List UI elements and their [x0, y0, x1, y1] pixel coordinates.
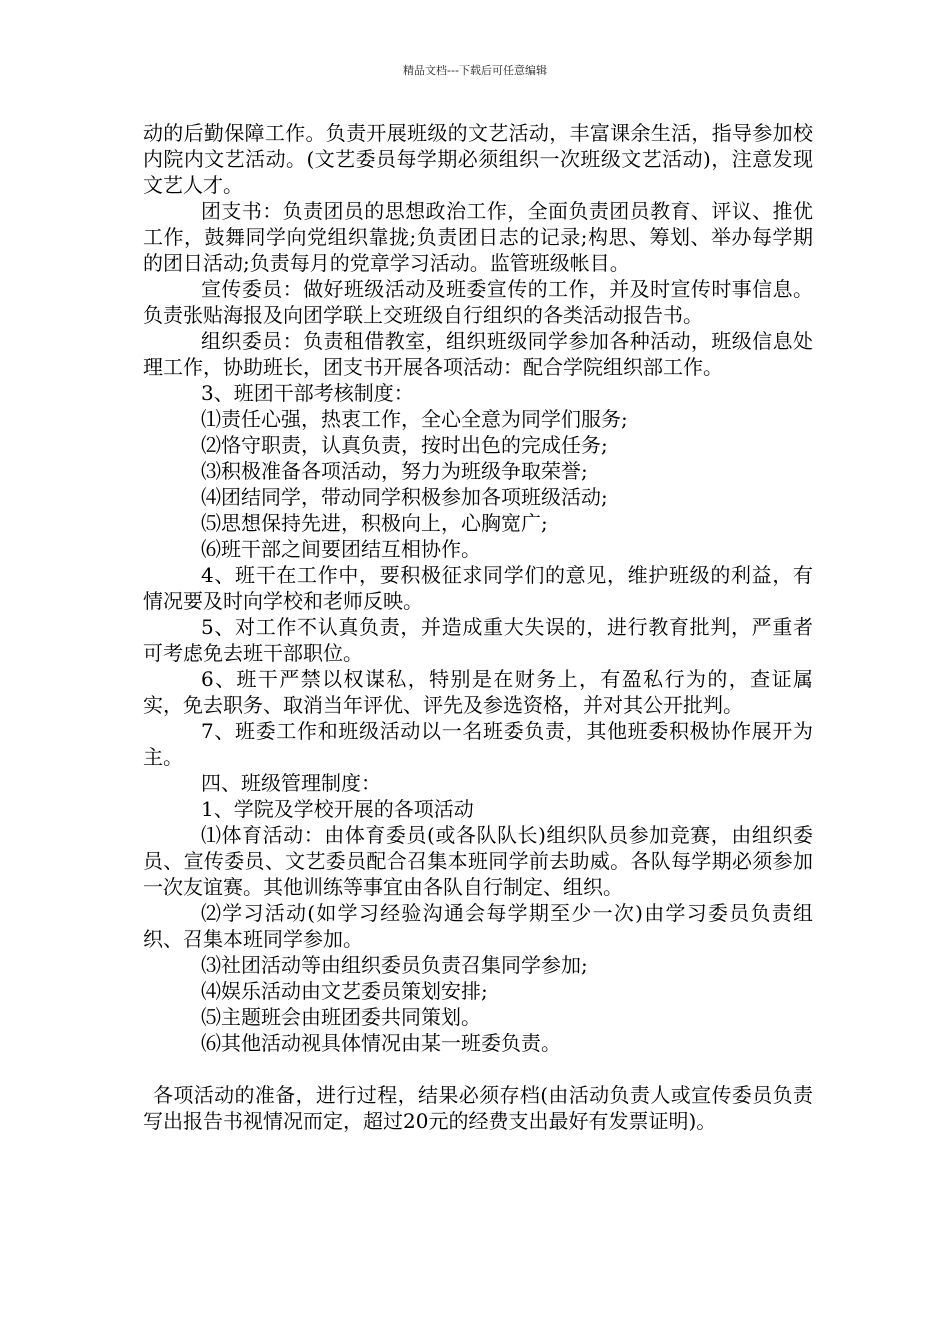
list-item-assessment-2: ⑵恪守职责，认真负责，按时出色的完成任务; [201, 433, 608, 457]
list-item-activity-6: ⑹其他活动视具体情况由某一班委负责。 [201, 1031, 561, 1055]
list-item-activity-4: ⑷娱乐活动由文艺委员策划安排; [201, 979, 488, 1003]
heading-activities: 1、学院及学校开展的各项活动 [201, 797, 474, 821]
paragraph-rule-7: 7、班委工作和班级活动以一名班委负责，其他班委积极协作展开为主。 [143, 719, 813, 769]
paragraph-archiving: 各项活动的准备，进行过程，结果必须存档(由活动负责人或宣传委员负责写出报告书视情况而定，超过20元的经费支出最好有发票证明)。 [143, 1083, 813, 1133]
document-body [143, 120, 813, 1134]
heading-cadre-assessment: 3、班团干部考核制度： [201, 381, 414, 405]
paragraph-rule-5: 5、对工作不认真负责，并造成重大失误的，进行教育批判，严重者可考虑免去班干部职位。 [143, 615, 813, 665]
list-item-activity-3: ⑶社团活动等由组织委员负责召集同学参加; [201, 953, 588, 977]
blank-line [143, 1056, 813, 1082]
page-header: 精品文档---下载后可任意编辑 [403, 64, 547, 77]
list-item-assessment-4: ⑷团结同学，带动同学积极参加各项班级活动; [201, 485, 608, 509]
list-item-activity-5: ⑸主题班会由班团委共同策划。 [201, 1005, 481, 1029]
paragraph-literary-duties-cont: 动的后勤保障工作。负责开展班级的文艺活动，丰富课余生活，指导参加校内院内文艺活动。(文艺委员每学期必须组织一次班级文艺活动)，注意发现文艺人才。 [143, 121, 813, 197]
list-item-assessment-3: ⑶积极准备各项活动，努力为班级争取荣誉; [201, 459, 588, 483]
heading-class-management: 四、班级管理制度： [201, 771, 381, 795]
paragraph-organization-member: 组织委员：负责租借教室，组织班级同学参加各种活动，班级信息处理工作，协助班长，团支书开展各项活动：配合学院组织部工作。 [143, 329, 813, 379]
list-item-assessment-1: ⑴责任心强，热衷工作，全心全意为同学们服务; [201, 407, 628, 431]
paragraph-publicity-member: 宣传委员：做好班级活动及班委宣传的工作，并及时宣传时事信息。负责张贴海报及向团学联上交班级自行组织的各类活动报告书。 [143, 277, 813, 327]
paragraph-rule-6: 6、班干严禁以权谋私，特别是在财务上，有盈私行为的，查证属实，免去职务、取消当年评优、评先及参选资格，并对其公开批判。 [143, 667, 813, 717]
paragraph-rule-4: 4、班干在工作中，要积极征求同学们的意见，维护班级的利益，有情况要及时向学校和老师反映。 [143, 563, 813, 613]
list-item-activity-2: ⑵学习活动(如学习经验沟通会每学期至少一次)由学习委员负责组织、召集本班同学参加。 [143, 901, 813, 951]
list-item-assessment-6: ⑹班干部之间要团结互相协作。 [201, 537, 481, 561]
paragraph-league-secretary: 团支书：负责团员的思想政治工作，全面负责团员教育、评议、推优工作，鼓舞同学向党组织靠拢;负责团日志的记录;构思、筹划、举办每学期的团日活动;负责每月的党章学习活动。监管班级帐目。 [143, 199, 813, 275]
list-item-activity-1: ⑴体育活动：由体育委员(或各队队长)组织队员参加竞赛，由组织委员、宣传委员、文艺委员配合召集本班同学前去助威。各队每学期必须参加一次友谊赛。其他训练等事宜由各队自行制定、组织。 [143, 823, 813, 899]
list-item-assessment-5: ⑸思想保持先进，积极向上，心胸宽广; [201, 511, 548, 535]
